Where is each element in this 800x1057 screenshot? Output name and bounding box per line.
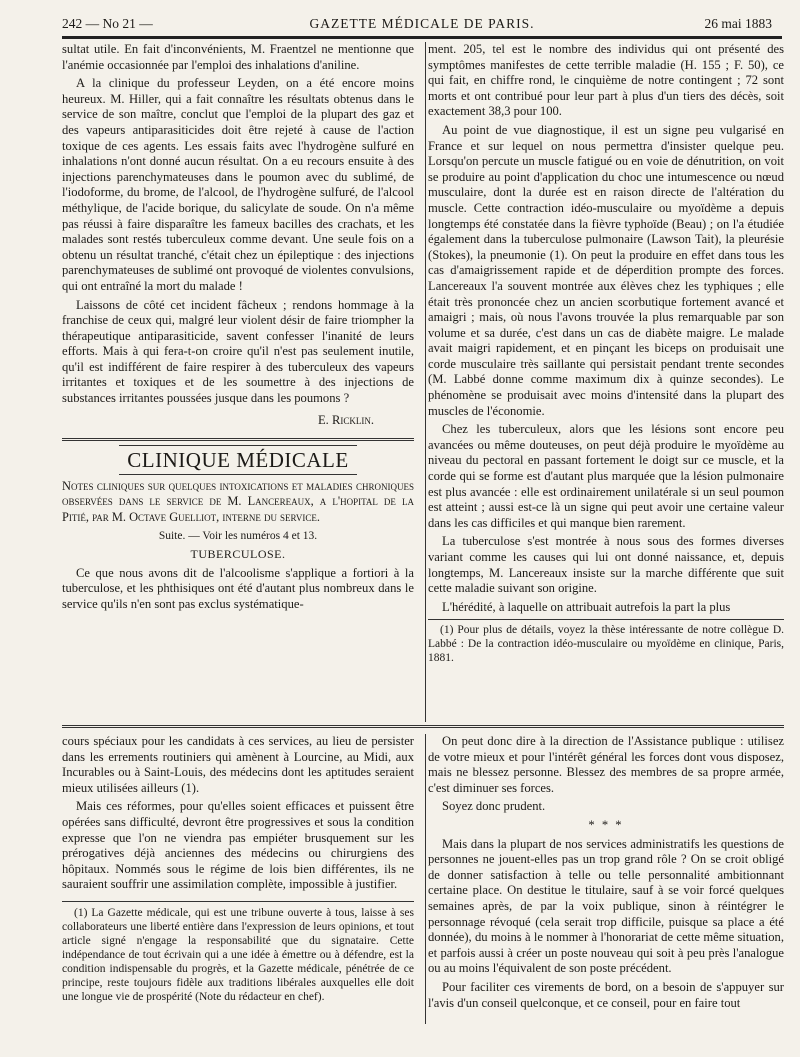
paragraph: Chez les tuberculeux, alors que les lésions sont encore peu avancées ou même douteuses, on peut déjà produire le myoïdème au niveau du pectoral en passant fortement le doigt sur ce muscle, et la corde qui se forme est d'autant plus marquée que la lésion pulmonaire est plus avancée : elle est ordinairement unilatérale si un seul poumon est atteint ; aussi est-ce là un signe qui peut avoir une certaine valeur dans les cas difficiles et qui manque bien rarement. [428,422,784,530]
column-left-top [62,42,414,616]
section-rule [62,438,414,441]
column-right-bottom [428,734,784,1014]
paragraph: La tuberculose s'est montrée à nous sous des formes diverses variant comme les causes qui lui ont donné naissance, et, depuis longtemps, M. Lancereaux insiste sur la marche différente que suit cette maladie suivant son origine. [428,534,784,596]
paragraph: Pour faciliter ces virements de bord, on a besoin de s'appuyer sur l'avis d'un conseil quelconque, et ce conseil, pour en faire tout [428,979,784,1010]
paragraph: Au point de vue diagnostique, il est un signe peu vulgarisé en France et sur lequel on nous permettra d'insister quelque peu. Lorsqu'on percute un muscle fatigué ou en voie de dénutrition, on voit se produire au point d'application du choc une intumescence ou nœud musculaire, dont la durée est en raison directe de l'altération du muscle. Cette contraction idéo-musculaire ou myoïdème a depuis longtemps été constatée dans la fièvre typhoïde (Beau) ; on l'a étudiée également dans la tuberculose pulmonaire (Lawson Tait), la pleurésie (Stokes), la pneumonie (1). On peut la produire en effet dans tous les cas d'amaigrissement rapide et de déperdition prompte des forces. Lancereaux l'a souvent montrée aux élèves chez les typhiques ; elle était très prononcée chez un ancien scorbutique fortement avancé et amaigri ; mais, où nous l'avons trouvée la plus remarquable par son volume et sa durée, c'est dans un cas de diabète maigre. Le malade avait maigri rapidement, et en pinçant les biceps on produisait une corde musculaire très saillante qui persistait pendant trente secondes (M. Labbé donne comme maximum dix à quinze secondes). Le phénomène se produisait avec moins d'intensité dans la plupart des muscles de l'économie. [428,122,784,418]
page-number: 242 — No 21 — [62,16,153,31]
column-divider [425,42,426,722]
header-rule [62,36,782,39]
footnote: (1) Pour plus de détails, voyez la thèse intéressante de notre collègue D. Labbé : De la contraction idéo-musculaire ou myoïdème en clinique, Paris, 1881. [428,619,784,665]
column-left-bottom [62,734,414,1007]
horizontal-divider [62,725,784,728]
signature: E. Ricklin. [317,412,374,427]
paragraph: ment. 205, tel est le nombre des individus qui ont présenté des symptômes manifestes de cette terrible maladie (H. 155 ; F. 50), ce qui fait, en chiffre rond, le cinquième de notre contingent ; 72 sont morts et ont contribué pour leur part à plus d'un tiers des décès, soit exactement 38,3 pour 100. [428,42,784,119]
journal-title: GAZETTE MÉDICALE DE PARIS. [309,16,535,31]
separator-stars: * * * [588,817,624,832]
footnote: (1) La Gazette médicale, qui est une tribune ouverte à tous, laisse à ses collaborateurs une liberté entière dans l'expression de leurs opinions, et tout article signé n'engage la responsabilité que du signataire. Cette indépendance de tout écrivain qui a une idée à émettre ou à défendre, est la condition indispensable du progrès, et la Gazette médicale, pénétrée de ce principe, reste toujours fidèle aux traditions libérales auxquelles elle doit une longue vie de prospérité (Note du rédacteur en chef). [62,901,414,1004]
paragraph: On peut donc dire à la direction de l'Assistance publique : utilisez de votre mieux et pour l'intérêt général les forces dont vous disposez, mais ne blessez personne. Blessez des membres de sa propre armée, c'est diminuer ses forces. [428,734,784,795]
issue-date: 26 mai 1883 [704,16,772,31]
paragraph: Mais ces réformes, pour qu'elles soient efficaces et puissent être opérées sans difficulté, devront être progressives et sous la condition expresse que l'on ne viendra pas empiéter brusquement sur les prérogatives déjà anciennes des médecins ou chirurgiens des hôpitaux. Nommés sous le régime de lois bien différentes, ils ne sauraient souffrir une assimilation complète, impossible à justifier. [62,799,414,892]
paragraph: A la clinique du professeur Leyden, on a été encore moins heureux. M. Hiller, qui a fait connaître les résultats obtenus dans le service de son maître, conclut que l'emploi de la plupart des gaz et des vapeurs antiparasiticides doit être rejeté à cause de l'action toxique de ces agents. Les essais faits avec l'hydrogène sulfuré en inhalations n'ont donné aucun résultat. On a eu recours ensuite à des injections parenchymateuses dans le poumon avec du sublimé, de l'iodoforme, du brome, de l'alcool, de l'hydrogène sulfuré, de l'alcool méthylique, de l'acide borique, du salicylate de soude. On n'a même pas réussi à faire disparaître les fameux bacilles des crachats, et les malades sont restés tuberculeux comme devant. Une seule fois on a obtenu un résultat tranché, c'était chez un épileptique : des injections parenchymateuses de sublimé ont provoqué de violentes convulsions, qui ont entraîné la mort du malade ! [62,76,414,293]
paragraph: sultat utile. En fait d'inconvénients, M. Fraentzel ne mentionne que l'anémie occasionnée par l'emploi des inhalations d'aniline. [62,42,414,72]
page-header [62,14,782,38]
paragraph: cours spéciaux pour les candidats à ces services, au lieu de persister dans les errements routiniers qui amènent à Lourcine, au Midi, aux Incurables ou à Saint-Louis, des médecins dont les aptitudes seraient mieux utilisées ailleurs (1). [62,734,414,795]
section-title: CLINIQUE MÉDICALE [62,453,414,469]
column-divider [425,734,426,1024]
paragraph: Ce que nous avons dit de l'alcoolisme s'applique a fortiori à la tuberculose, et les phthisiques ont été d'autant plus nombreux dans le service qu'ils n'en sont pas exclus systématique- [62,565,414,611]
paragraph: Mais dans la plupart de nos services administratifs les questions de personnes ne jouent-elles pas un trop grand rôle ? On se croit obligé de donner satisfaction à telle ou telle personnalité ambitionnant certaine place. On destitue le titulaire, sauf à se voir forcé quelques semaines après, de par la voix publique, sinon à réintégrer le personnage révoqué (cela serait trop difficile, puisque sa place a été donnée), du moins à le nommer à l'honorariat de cette même situation, et parfois aussi à créer un poste nouveau qui soit à peu près l'analogue ou au moins l'équivalent de son poste précédent. [428,836,784,976]
column-right-top [428,42,784,668]
paragraph: Soyez donc prudent. [442,799,546,814]
paragraph: L'hérédité, à laquelle on attribuait autrefois la part la plus [442,599,731,614]
continuation-note: Suite. — Voir les numéros 4 et 13. [158,529,318,542]
article-subtitle: Notes cliniques sur quelques intoxications et maladies chroniques observées dans le service de M. Lancereaux, a l'hopital de la Pitié, par M. Octave Guelliot, interne du service. [62,478,414,525]
subheading: TUBERCULOSE. [190,547,286,562]
paragraph: Laissons de côté cet incident fâcheux ; rendons hommage à la franchise de ceux qui, malgré leur violent désir de faire triompher la thérapeutique antiparasiticide, savent confesser l'inanité de leurs efforts. Mais à qui fera-t-on croire qu'il n'est pas seulement inutile, qu'il est indifférent de faire respirer à des tuberculeux des vapeurs irritantes et toxiques et de les soumettre à des injections de substances irritantes poussées jusque dans les poumons ? [62,297,414,406]
